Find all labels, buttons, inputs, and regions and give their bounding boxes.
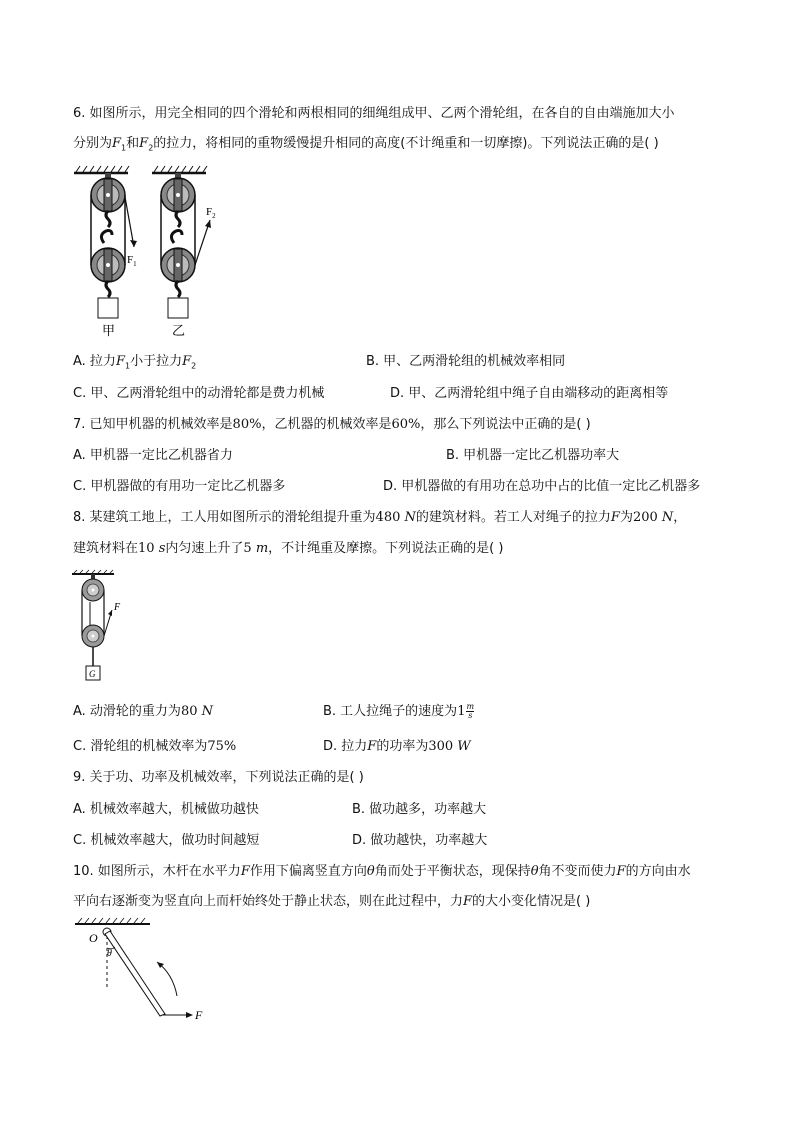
q10-lever-figure: [75, 918, 215, 1023]
q9-option-b[interactable]: B. 做功越多，功率越大: [352, 802, 487, 817]
q6-option-a[interactable]: A. 拉力$F_1$小于拉力$F_2$: [73, 354, 197, 371]
label-jia: 甲: [102, 324, 116, 339]
q6-stem-line1: 6. 如图所示，用完全相同的四个滑轮和两根相同的细绳组成甲、乙两个滑轮组，在各自的自由端施加大小: [73, 106, 675, 121]
ceiling-yi: [152, 166, 207, 173]
q6-option-c[interactable]: C. 甲、乙两滑轮组中的动滑轮都是费力机械: [73, 386, 325, 401]
q9-option-a[interactable]: A. 机械效率越大，机械做功越快: [73, 802, 259, 817]
velocity-unit-fraction: $\frac{m}{s}$: [466, 702, 475, 720]
q9-option-c[interactable]: C. 机械效率越大，做功时间越短: [73, 833, 260, 848]
weight-block-yi: [168, 298, 188, 318]
q9-option-d[interactable]: D. 做功越快，功率越大: [352, 833, 488, 848]
ceiling-jia: [74, 166, 129, 173]
q6-option-b[interactable]: B. 甲、乙两滑轮组的机械效率相同: [366, 354, 566, 369]
q7-option-c[interactable]: C. 甲机器做的有用功一定比乙机器多: [73, 479, 286, 494]
q9-stem: 9. 关于功、功率及机械效率，下列说法正确的是( ): [73, 770, 364, 785]
q7-option-a[interactable]: A. 甲机器一定比乙机器省力: [73, 448, 233, 463]
q8-option-a[interactable]: A. 动滑轮的重力为80 N: [73, 704, 213, 719]
q6-option-d[interactable]: D. 甲、乙两滑轮组中绳子自由端移动的距离相等: [390, 386, 669, 401]
q10-stem-line1: 10. 如图所示，木杆在水平力F作用下偏离竖直方向θ角而处于平衡状态，现保持θ角不变而使力F的方向由水: [73, 864, 691, 879]
q8-option-d[interactable]: D. 拉力F的功率为300 W: [323, 739, 471, 754]
q8-option-b[interactable]: B. 工人拉绳子的速度为1 $\frac{m}{s}$: [323, 702, 475, 720]
q7-option-d[interactable]: D. 甲机器做的有用功在总功中占的比值一定比乙机器多: [383, 479, 701, 494]
q10-stem-line2: 平向右逐渐变为竖直向上而杆始终处于静止状态，则在此过程中，力F的大小变化情况是( ): [73, 894, 591, 909]
weight-block-jia: [98, 298, 118, 318]
force-f1-label: $F_1$: [127, 254, 137, 268]
q7-stem: 7. 已知甲机器的机械效率是80%，乙机器的机械效率是60%，那么下列说法中正确的是( ): [73, 417, 591, 432]
force-label: F: [114, 602, 121, 613]
label-yi: 乙: [172, 324, 186, 339]
q8-pulley-figure: [70, 570, 130, 685]
angle-label: θ: [107, 948, 112, 959]
q6-stem-line2: 分别为$F_1$和$F_2$的拉力，将相同的重物缓慢提升相同的高度(不计绳重和一切摩擦)。下列说法正确的是( ): [73, 136, 659, 153]
q8-stem-line1: 8. 某建筑工地上，工人用如图所示的滑轮组提升重为480 N的建筑材料。若工人对绳子的拉力F为200 N，: [73, 510, 687, 525]
wooden-rod: [105, 931, 165, 1016]
block-label: G: [89, 669, 96, 679]
force-f2-label: $F_2$: [206, 206, 216, 220]
q6-pulley-figure: [70, 165, 240, 340]
force-label: F: [195, 1008, 203, 1022]
pivot-label: O: [89, 931, 98, 945]
q8-option-c[interactable]: C. 滑轮组的机械效率为75%: [73, 739, 237, 754]
q7-option-b[interactable]: B. 甲机器一定比乙机器功率大: [446, 448, 620, 463]
q8-stem-line2: 建筑材料在10 s内匀速上升了5 m，不计绳重及摩擦。下列说法正确的是( ): [73, 541, 504, 556]
